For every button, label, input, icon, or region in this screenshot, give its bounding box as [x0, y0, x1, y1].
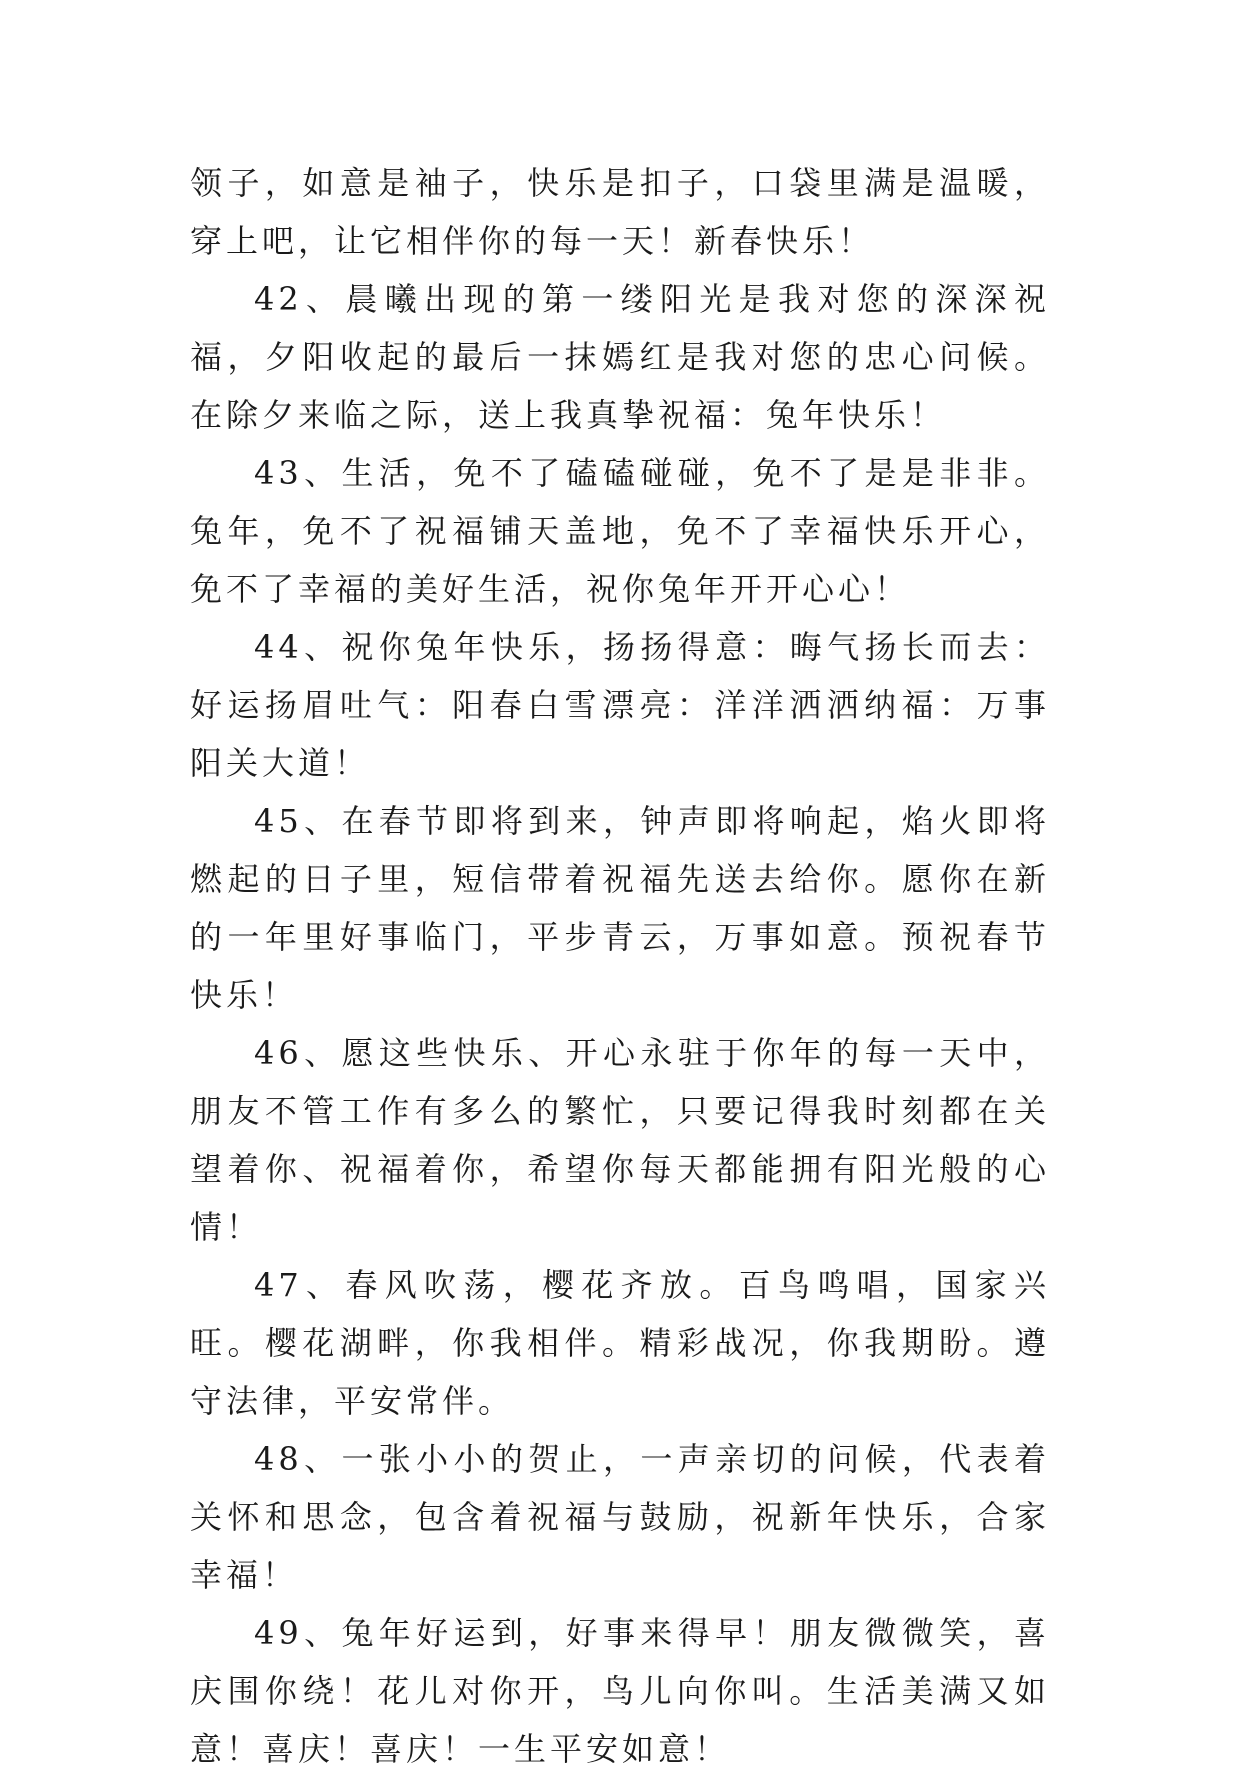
document-body — [190, 154, 1050, 1778]
paragraph-47: 47、春风吹荡，樱花齐放。百鸟鸣唱，国家兴旺。樱花湖畔，你我相伴。精彩战况，你我期盼。遵守法律，平安常伴。 — [190, 1266, 1050, 1420]
paragraph-46: 46、愿这些快乐、开心永驻于你年的每一天中，朋友不管工作有多么的繁忙，只要记得我时刻都在关望着你、祝福着你，希望你每天都能拥有阳光般的心情！ — [190, 1034, 1050, 1246]
paragraph-45: 45、在春节即将到来，钟声即将响起，焰火即将燃起的日子里，短信带着祝福先送去给你。愿你在新的一年里好事临门，平步青云，万事如意。预祝春节快乐！ — [190, 802, 1050, 1014]
paragraph-43: 43、生活，免不了磕磕碰碰，免不了是是非非。兔年，免不了祝福铺天盖地，免不了幸福快乐开心，免不了幸福的美好生活，祝你兔年开开心心！ — [190, 454, 1050, 608]
paragraph-42: 42、晨曦出现的第一缕阳光是我对您的深深祝福，夕阳收起的最后一抹嫣红是我对您的忠心问候。在除夕来临之际，送上我真挚祝福：兔年快乐！ — [190, 280, 1050, 434]
paragraph-continuation: 领子，如意是袖子，快乐是扣子，口袋里满是温暖，穿上吧，让它相伴你的每一天！新春快乐！ — [190, 164, 1050, 260]
paragraph-49: 49、兔年好运到，好事来得早！朋友微微笑，喜庆围你绕！花儿对你开，鸟儿向你叫。生活美满又如意！喜庆！喜庆！一生平安如意！ — [190, 1614, 1050, 1768]
paragraph-48: 48、一张小小的贺止，一声亲切的问候，代表着关怀和思念，包含着祝福与鼓励，祝新年快乐，合家幸福！ — [190, 1440, 1050, 1594]
paragraph-44: 44、祝你兔年快乐，扬扬得意：晦气扬长而去：好运扬眉吐气：阳春白雪漂亮：洋洋洒洒纳福：万事阳关大道！ — [190, 628, 1050, 782]
